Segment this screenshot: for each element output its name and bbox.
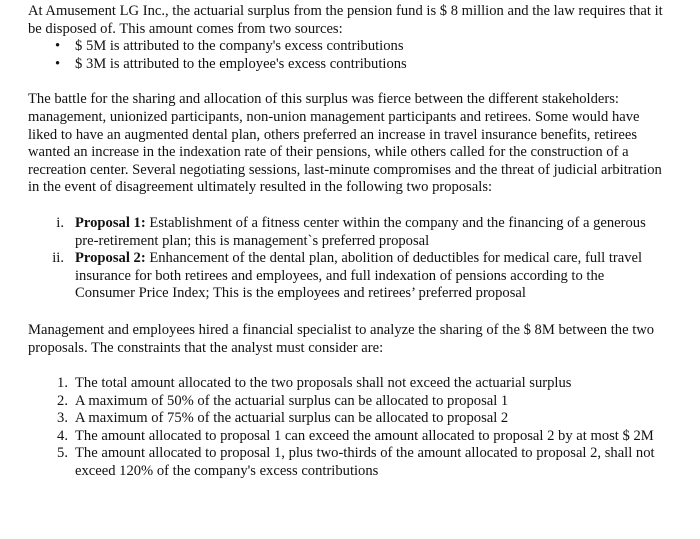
constraint-number: 2. <box>57 392 68 409</box>
battle-paragraph: The battle for the sharing and allocation of this surplus was fierce between the different stakeholders: management, unionized participants, non-union management participants and retirees. Some would have liked to have an augmented dental plan, others preferred an increase in travel insurance benefits, retirees wanted an increase in the indexation rate of their pensions, while others called for the construction of a recreation center. Several negotiating sessions, last-minute compromises and the threat of judicial arbitration in the event of disagreement ultimately resulted in the following two proposals: <box>28 91 662 196</box>
constraint-text: A maximum of 50% of the actuarial surplus can be allocated to proposal 1 <box>75 392 509 409</box>
constraint-item <box>28 428 668 446</box>
proposal-item <box>28 250 664 303</box>
proposal-text: Enhancement of the dental plan, abolition of deductibles for medical care, full travel insurance for both retirees and employees, and full indexation of pensions according to the Consumer Price Index; This is the employees and retirees’ preferred proposal <box>75 250 643 302</box>
list-item <box>28 56 700 74</box>
constraint-item <box>28 375 668 393</box>
proposal-text: Establishment of a fitness center within the company and the financing of a generous pre-retirement plan; this is management`s preferred proposal <box>75 214 646 249</box>
constraint-text: The amount allocated to proposal 1 can exceed the amount allocated to proposal 2 by at most $ 2M <box>75 427 654 444</box>
constraint-number: 1. <box>57 375 68 392</box>
proposal-item <box>28 215 664 250</box>
surplus-sources-list <box>28 38 700 73</box>
constraint-item <box>28 410 668 428</box>
proposal-numeral: ii. <box>52 250 64 267</box>
list-item <box>28 38 700 56</box>
constraint-number: 5. <box>57 445 68 462</box>
proposal-title: Proposal 2: <box>75 250 146 267</box>
constraint-item <box>28 445 668 480</box>
bullet-icon: • <box>55 55 61 72</box>
proposal-title: Proposal 1: <box>75 214 146 231</box>
bullet-icon: • <box>55 38 61 55</box>
constraints-list <box>28 375 668 481</box>
proposal-numeral: i. <box>56 214 64 231</box>
constraint-text: The total amount allocated to the two proposals shall not exceed the actuarial surplus <box>75 375 572 392</box>
constraint-text: A maximum of 75% of the actuarial surplus can be allocated to proposal 2 <box>75 410 509 427</box>
intro-paragraph: At Amusement LG Inc., the actuarial surplus from the pension fund is $ 8 million and the law requires that it be disposed of. This amount comes from two sources: <box>28 3 663 37</box>
proposals-list <box>28 215 664 303</box>
constraint-number: 3. <box>57 410 68 427</box>
constraint-number: 4. <box>57 427 68 444</box>
constraint-item <box>28 393 668 411</box>
source-text: $ 3M is attributed to the employee's excess contributions <box>75 55 407 72</box>
source-text: $ 5M is attributed to the company's excess contributions <box>75 38 404 55</box>
constraint-text: The amount allocated to proposal 1, plus two-thirds of the amount allocated to proposal 2, shall not exceed 120% of the company's excess contributions <box>75 445 655 480</box>
management-paragraph: Management and employees hired a financial specialist to analyze the sharing of the $ 8M between the two proposals. The constraints that the analyst must consider are: <box>28 321 655 356</box>
